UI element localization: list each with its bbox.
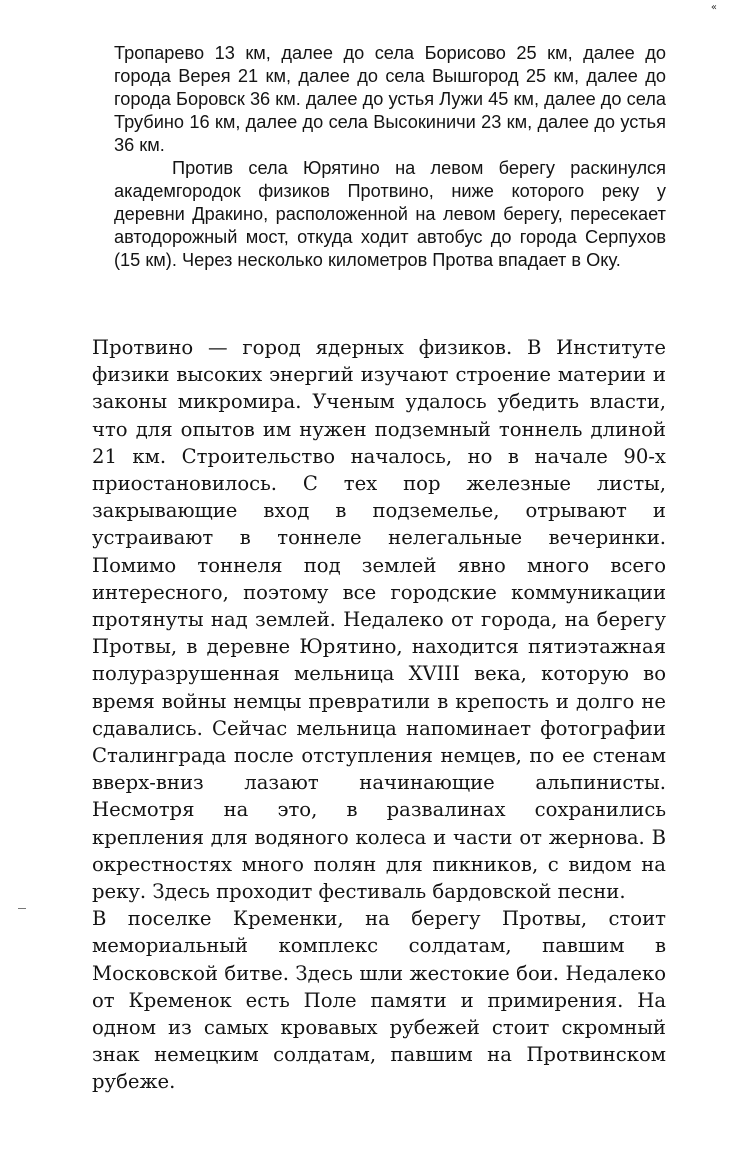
corner-mark: « (710, 2, 717, 13)
route-paragraph: Против села Юрятино на левом берегу раскинулся академгородок физиков Протвино, ниже которого реку у деревни Дракино, расположенной на левом берегу, пересекает автодорожный мост, откуда ходит автобус до города Серпухов (15 км). Через несколько километров Протва впадает в Оку. (114, 158, 666, 270)
article-paragraph: В поселке Кременки, на берегу Протвы, стоит мемориальный комплекс солдатам, павшим в Московской битве. Здесь шли жестокие бои. Недалеко от Кременок есть Поле памяти и примирения. На одном из самых кровавых рубежей стоит скромный знак немецким солдатам, павшим на Протвинском рубеже. (92, 907, 666, 1094)
margin-tick (18, 908, 26, 909)
route-paragraph: Тропарево 13 км, далее до села Борисово 25 км, далее до города Верея 21 км, далее до села Вышгород 25 км, далее до города Боровск 36 км. далее до устья Лужи 45 км, далее до села Трубино 16 км, далее до села Высокиничи 23 км, далее до устья 36 км. (114, 43, 666, 155)
route-description (114, 42, 666, 272)
article-paragraph: Протвино — город ядерных физиков. В Институте физики высоких энергий изучают строение материи и законы микромира. Ученым удалось убедить власти, что для опытов им нужен подземный тоннель длиной 21 км. Строительство началось, но в начале 90-х приостановилось. С тех пор железные листы, закрывающие вход в подземелье, отрывают и устраивают в тоннеле нелегальные вечеринки. Помимо тоннеля под землей явно много всего интересного, поэтому все городские коммуникации протянуты над землей. Недалеко от города, на берегу Протвы, в деревне Юрятино, находится пятиэтажная полуразрушенная мельница XVIII века, которую во время войны немцы превратили в крепость и долго не сдавались. Сейчас мельница напоминает фотографии Сталинграда после отступления немцев, по ее стенам вверх-вниз лазают начинающие альпинисты. Несмотря на это, в развалинах сохранились крепления для водяного колеса и части от жернова. В окрестностях много полян для пикников, с видом на реку. Здесь проходит фестиваль бардовской песни. (92, 336, 666, 904)
main-article (92, 334, 666, 1096)
